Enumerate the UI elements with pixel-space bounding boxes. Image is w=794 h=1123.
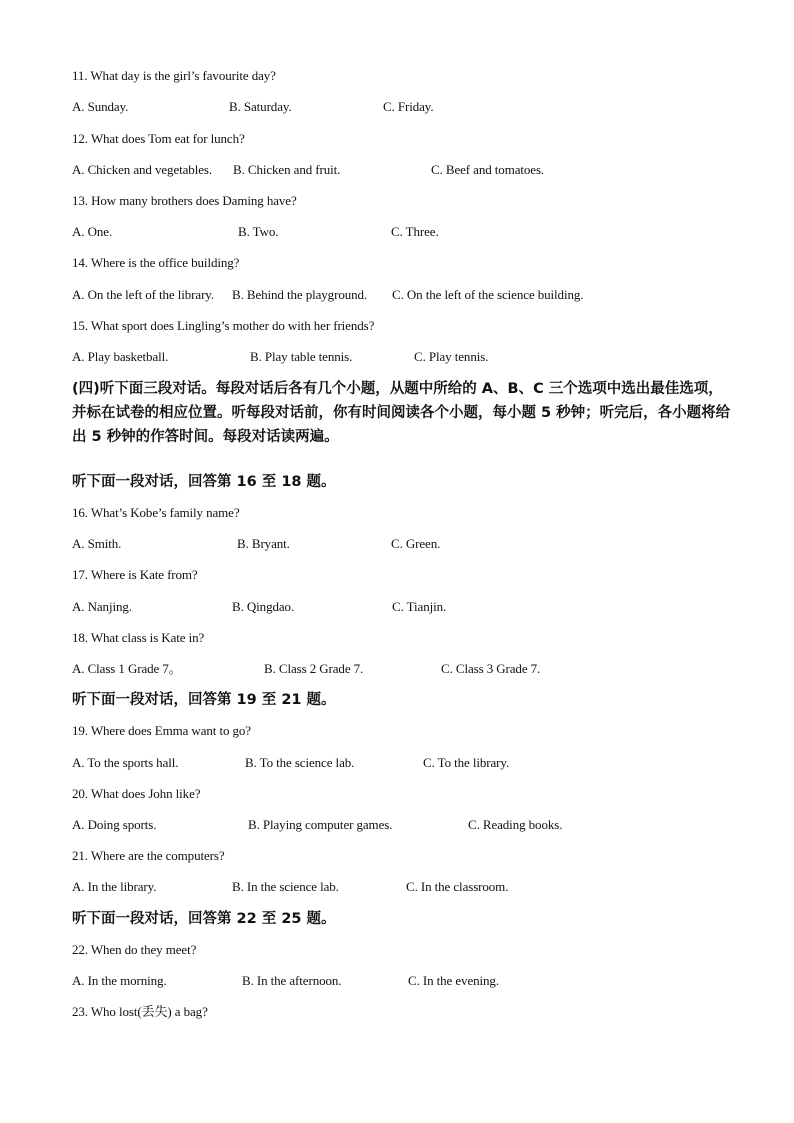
question-19: 19. Where does Emma want to go? [72, 723, 251, 738]
option-a: A. To the sports hall. [72, 755, 179, 770]
options-12 [72, 162, 722, 178]
option-c: C. Tianjin. [392, 599, 447, 614]
options-17 [72, 599, 722, 615]
dialog-header-16-18: 听下面一段对话，回答第 16 至 18 题。 [72, 474, 336, 490]
option-c: C. Class 3 Grade 7. [441, 661, 541, 676]
option-b: B. Class 2 Grade 7. [264, 661, 364, 676]
option-a: A. On the left of the library. [72, 287, 214, 302]
option-c: C. Green. [391, 536, 441, 551]
option-c: C. Beef and tomatoes. [431, 162, 545, 177]
option-c: C. To the library. [423, 755, 510, 770]
option-a: A. Doing sports. [72, 817, 157, 832]
options-19 [72, 755, 722, 771]
option-a: A. One. [72, 224, 113, 239]
options-15 [72, 349, 722, 365]
question-20: 20. What does John like? [72, 786, 201, 801]
question-13: 13. How many brothers does Daming have? [72, 193, 297, 208]
section-4-instruction: (四)听下面三段对话。每段对话后各有几个小题，从题中所给的 A、B、C 三个选项中选出最佳选项，并标在试卷的相应位置。听每段对话前，你有时间阅读各个小题，每小题 5 秒钟；听完后，各小题将给出 5 秒钟的作答时间。每段对话读两遍。 [72, 381, 731, 445]
question-12: 12. What does Tom eat for lunch? [72, 131, 245, 146]
option-a: A. Sunday. [72, 99, 129, 114]
options-22 [72, 973, 722, 989]
option-b: B. Chicken and fruit. [233, 162, 341, 177]
option-b: B. In the science lab. [232, 879, 339, 894]
option-a: A. Smith. [72, 536, 122, 551]
option-a: A. Nanjing. [72, 599, 132, 614]
options-21 [72, 879, 722, 895]
question-14: 14. Where is the office building? [72, 255, 240, 270]
option-a: A. Class 1 Grade 7。 [72, 661, 182, 676]
option-b: B. Playing computer games. [248, 817, 393, 832]
option-a: A. Chicken and vegetables. [72, 162, 212, 177]
question-23: 23. Who lost(丢失) a bag? [72, 1004, 208, 1019]
question-22: 22. When do they meet? [72, 942, 197, 957]
question-16: 16. What’s Kobe’s family name? [72, 505, 240, 520]
option-c: C. Friday. [383, 99, 434, 114]
option-a: A. In the library. [72, 879, 157, 894]
option-c: C. In the classroom. [406, 879, 509, 894]
option-b: B. Two. [238, 224, 279, 239]
options-18 [72, 661, 722, 677]
option-b: B. In the afternoon. [242, 973, 342, 988]
options-20 [72, 817, 722, 833]
question-17: 17. Where is Kate from? [72, 567, 198, 582]
dialog-header-22-25: 听下面一段对话，回答第 22 至 25 题。 [72, 911, 336, 927]
question-21: 21. Where are the computers? [72, 848, 225, 863]
option-b: B. Play table tennis. [250, 349, 353, 364]
option-b: B. Bryant. [237, 536, 290, 551]
question-18: 18. What class is Kate in? [72, 630, 205, 645]
option-a: A. Play basketball. [72, 349, 169, 364]
option-b: B. Behind the playground. [232, 287, 368, 302]
question-15: 15. What sport does Lingling’s mother do with her friends? [72, 318, 375, 333]
option-c: C. Three. [391, 224, 439, 239]
option-b: B. Qingdao. [232, 599, 295, 614]
options-13 [72, 224, 722, 240]
question-11: 11. What day is the girl’s favourite day? [72, 68, 276, 83]
option-c: C. On the left of the science building. [392, 287, 584, 302]
option-b: B. Saturday. [229, 99, 292, 114]
option-c: C. Reading books. [468, 817, 563, 832]
option-b: B. To the science lab. [245, 755, 355, 770]
option-c: C. Play tennis. [414, 349, 489, 364]
option-a: A. In the morning. [72, 973, 167, 988]
options-16 [72, 536, 722, 552]
dialog-header-19-21: 听下面一段对话，回答第 19 至 21 题。 [72, 692, 336, 708]
option-c: C. In the evening. [408, 973, 499, 988]
options-11 [72, 99, 722, 115]
options-14 [72, 287, 722, 303]
